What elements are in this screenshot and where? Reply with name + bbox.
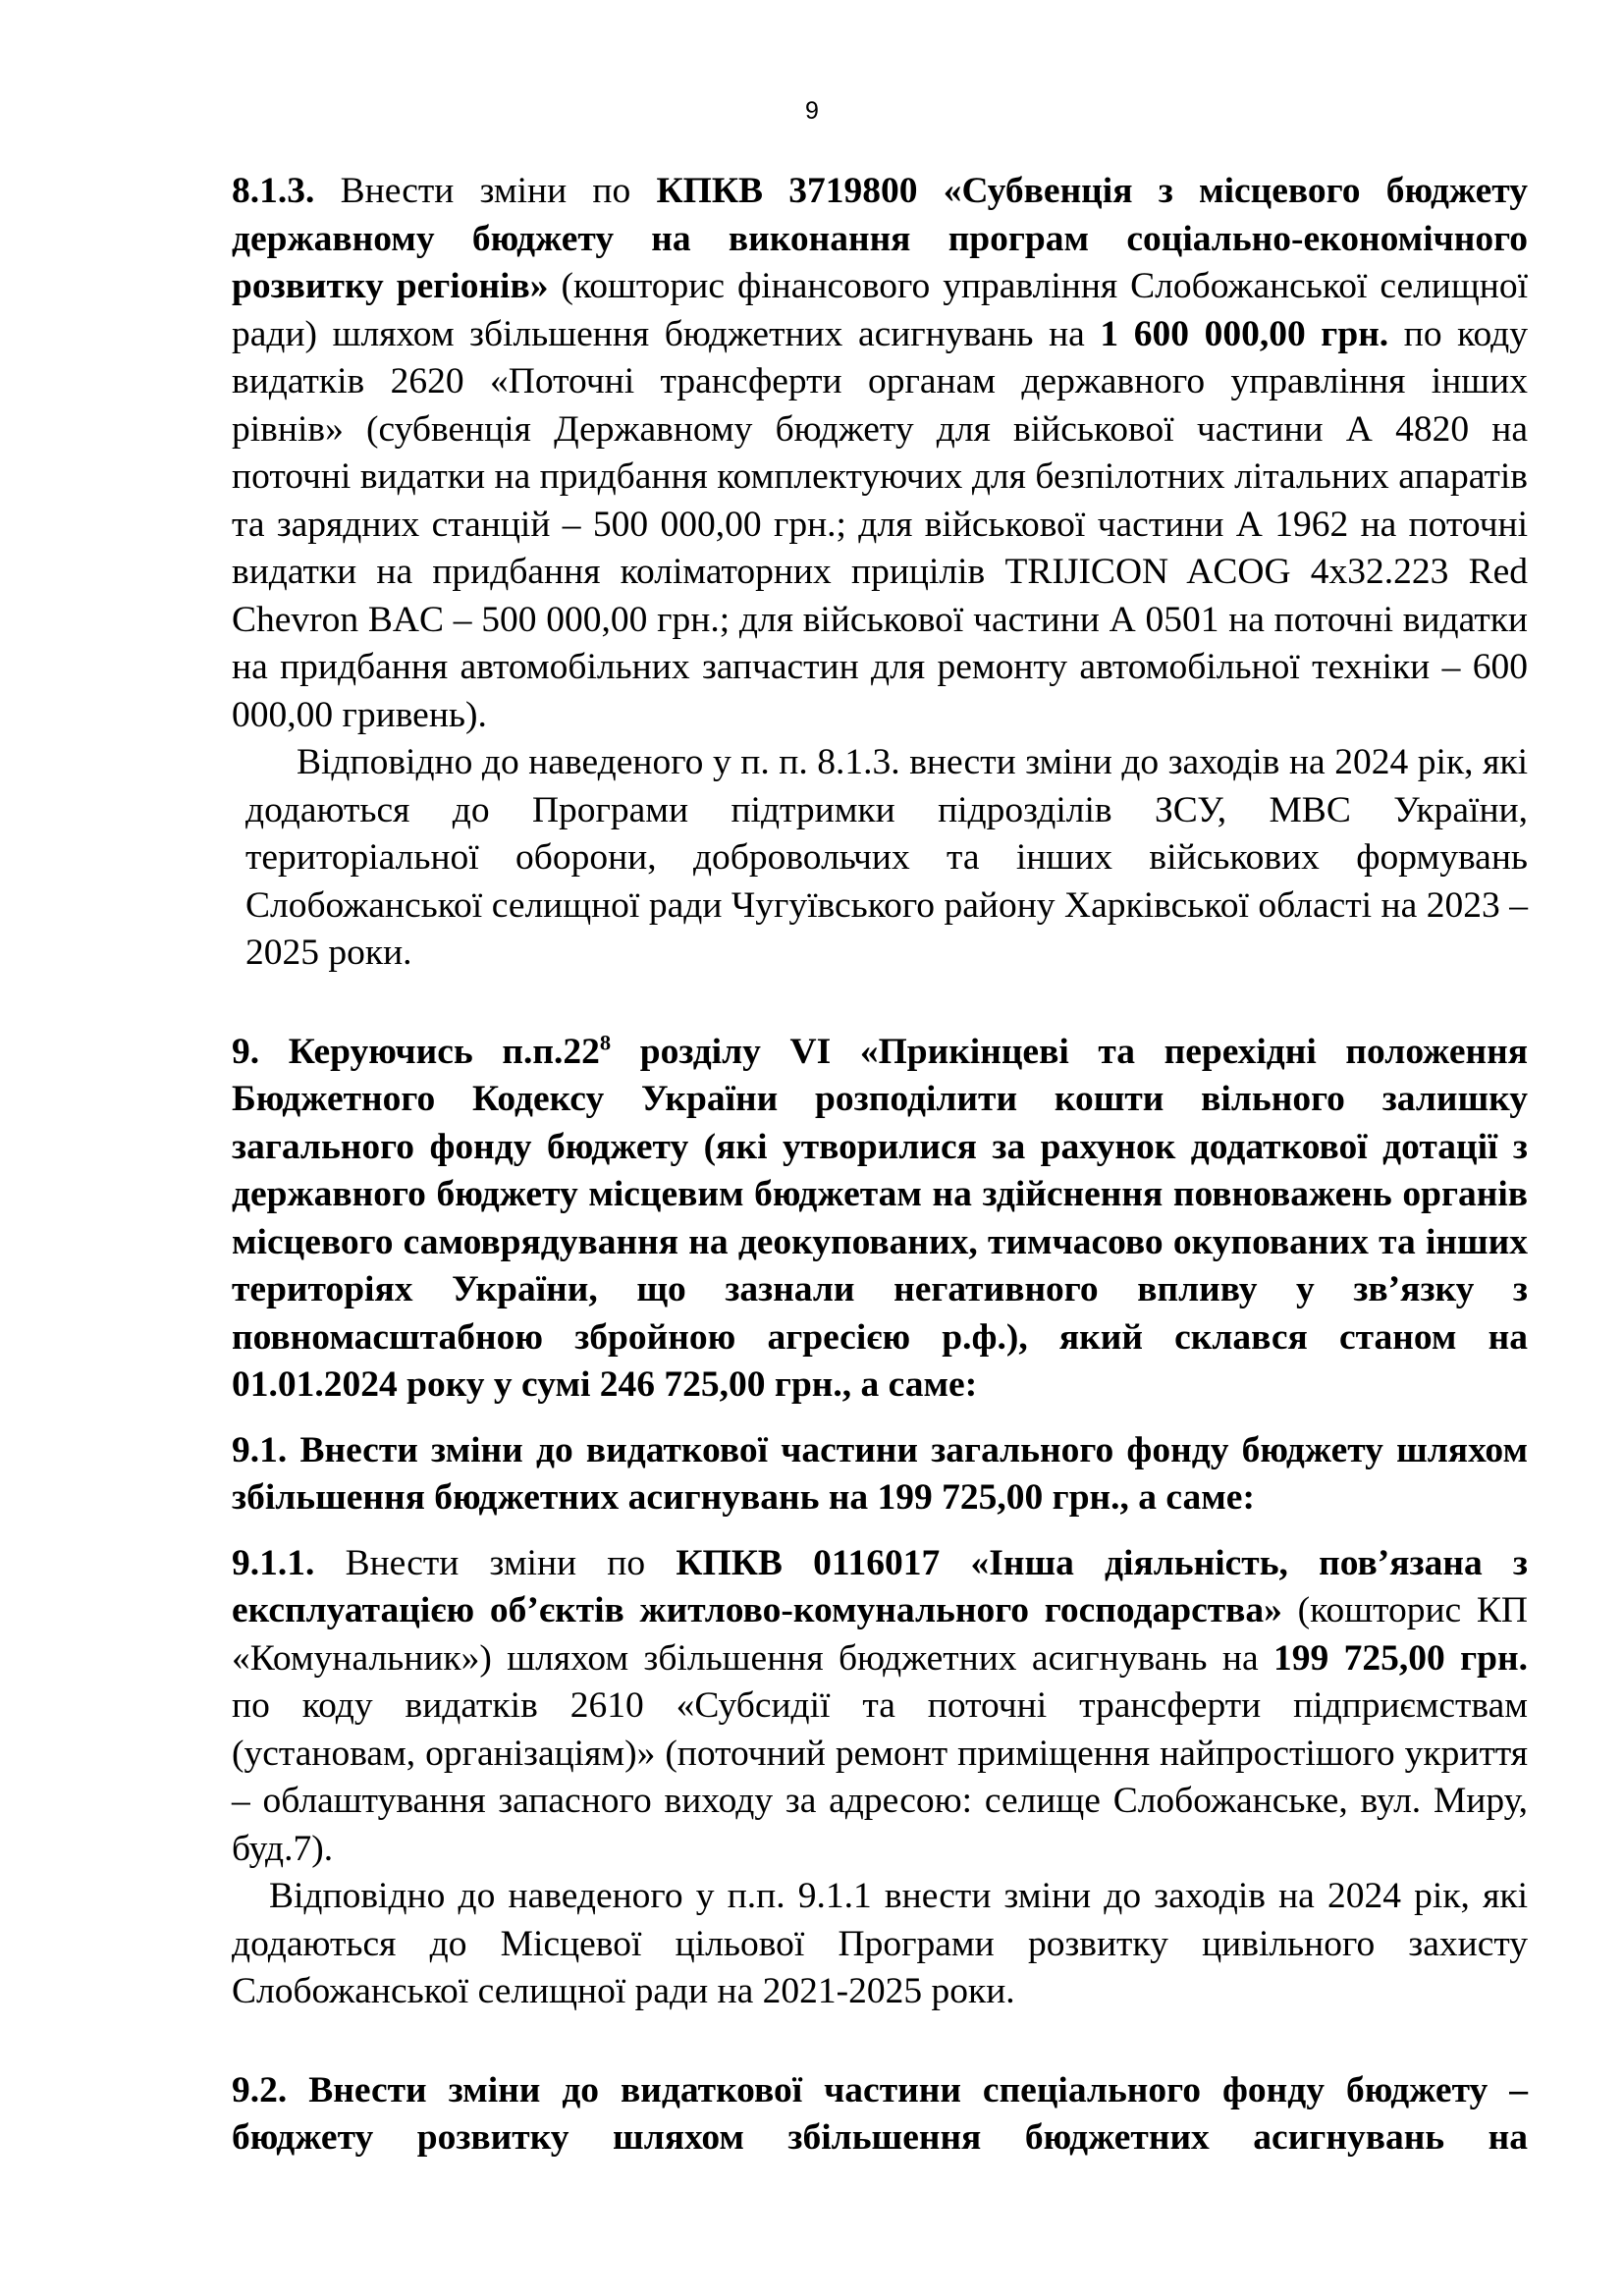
amount: 199 725,00 грн. xyxy=(1272,1637,1528,1679)
text: Відповідно до наведеного у п. п. 8.1.3. внести зміни до заходів на 2024 рік, які додаються до Програми підтримки підрозділів ЗСУ, МВС України, територіальної оборони, добровольчих та інших військових формувань Слобожанської селищної ради Чугуївського району Харківської області на 2023 – 2025 роки. xyxy=(245,742,1528,973)
text: Відповідно до наведеного у п.п. 9.1.1 внести зміни до заходів на 2024 рік, які додаються до Місцевої цільової Програми розвитку цивільного захисту Слобожанської селищної ради на 2021-2025 роки. xyxy=(232,1876,1528,2011)
page-number: 9 xyxy=(805,97,819,125)
text: 9. Керуючись п.п.22 xyxy=(232,1031,600,1072)
text: по коду видатків 2620 «Поточні трансферти органам державного управління інших рівнів» (субвенція Державному бюджету для військової частини А 4820 на поточні видатки на придбання комплектуючих для безпілотних літальних апаратів та зарядних станцій – 500 000,00 грн.; для військової частини А 1962 на поточні видатки на придбання коліматорних прицілів TRIJICON ACOG 4x32.223 Red Chevron BAC – 500 000,00 грн.; для військової частини А 0501 на поточні видатки на придбання автомобільних запчастин для ремонту автомобільної техніки – 600 000,00 гривень). xyxy=(232,313,1528,735)
paragraph-8-1-3 xyxy=(232,168,1528,739)
item-number: 8.1.3. xyxy=(232,171,315,211)
text: (кошторис фінансового управління Слобожанської селищної ради) шляхом збільшення бюджетних асигнувань на xyxy=(232,266,1528,354)
paragraph-9-1-1-followup xyxy=(232,1873,1528,2016)
spacer xyxy=(232,2016,1528,2067)
spacer xyxy=(232,1522,1528,1540)
spacer xyxy=(232,978,1528,1029)
text: по коду видатків 2610 «Субсидії та поточні трансферти підприємствам (установам, організаціям)» (поточний ремонт приміщення найпростішого укриття – облаштування запасного виходу за адресою: селище Слобожанське, вул. Миру, буд.7). xyxy=(232,1685,1528,1869)
budget-code-title: КПКВ 0116017 «Інша діяльність, пов’язана з експлуатацією об’єктів житлово-комунального господарства» xyxy=(232,1542,1528,1630)
superscript: 8 xyxy=(599,1030,612,1054)
text: Внести зміни по xyxy=(314,1542,677,1583)
paragraph-9-1: 9.1. Внести зміни до видаткової частини загального фонду бюджету шляхом збільшення бюджетних асигнувань на 199 725,00 грн., а саме: xyxy=(232,1429,1528,1518)
text: (кошторис КП «Комунальник») шляхом збільшення бюджетних асигнувань на xyxy=(232,1590,1528,1679)
text: розділу VI «Прикінцеві та перехідні положення Бюджетного Кодексу України розподілити кошти вільного залишку загального фонду бюджету (які утворилися за рахунок додаткової дотації з державного бюджету місцевим бюджетам на здійснення повноважень органів місцевого самоврядування на деокупованих, тимчасово окупованих та інших територіях України, що зазнали негативного впливу у зв’язку з повномасштабною збройною агресією р.ф.), який склався станом на 01.01.2024 року у сумі 246 725,00 грн., а саме: xyxy=(232,1031,1528,1405)
paragraph-8-1-3-followup xyxy=(232,739,1528,978)
paragraph-9-2: 9.2. Внести зміни до видаткової частини спеціального фонду бюджету – бюджету розвитку шляхом збільшення бюджетних асигнувань на xyxy=(232,2069,1528,2158)
document-body xyxy=(232,168,1528,2163)
budget-code-title: КПКВ 3719800 «Субвенція з місцевого бюджету державному бюджету на виконання програм соціально-економічного розвитку регіонів» xyxy=(232,171,1528,306)
text: Внести зміни по xyxy=(314,171,657,211)
spacer xyxy=(232,1410,1528,1427)
paragraph-9-1-1 xyxy=(232,1540,1528,1874)
amount: 1 600 000,00 грн. xyxy=(1100,313,1389,354)
paragraph-9 xyxy=(232,1029,1528,1410)
item-number: 9.1.1. xyxy=(232,1542,315,1583)
